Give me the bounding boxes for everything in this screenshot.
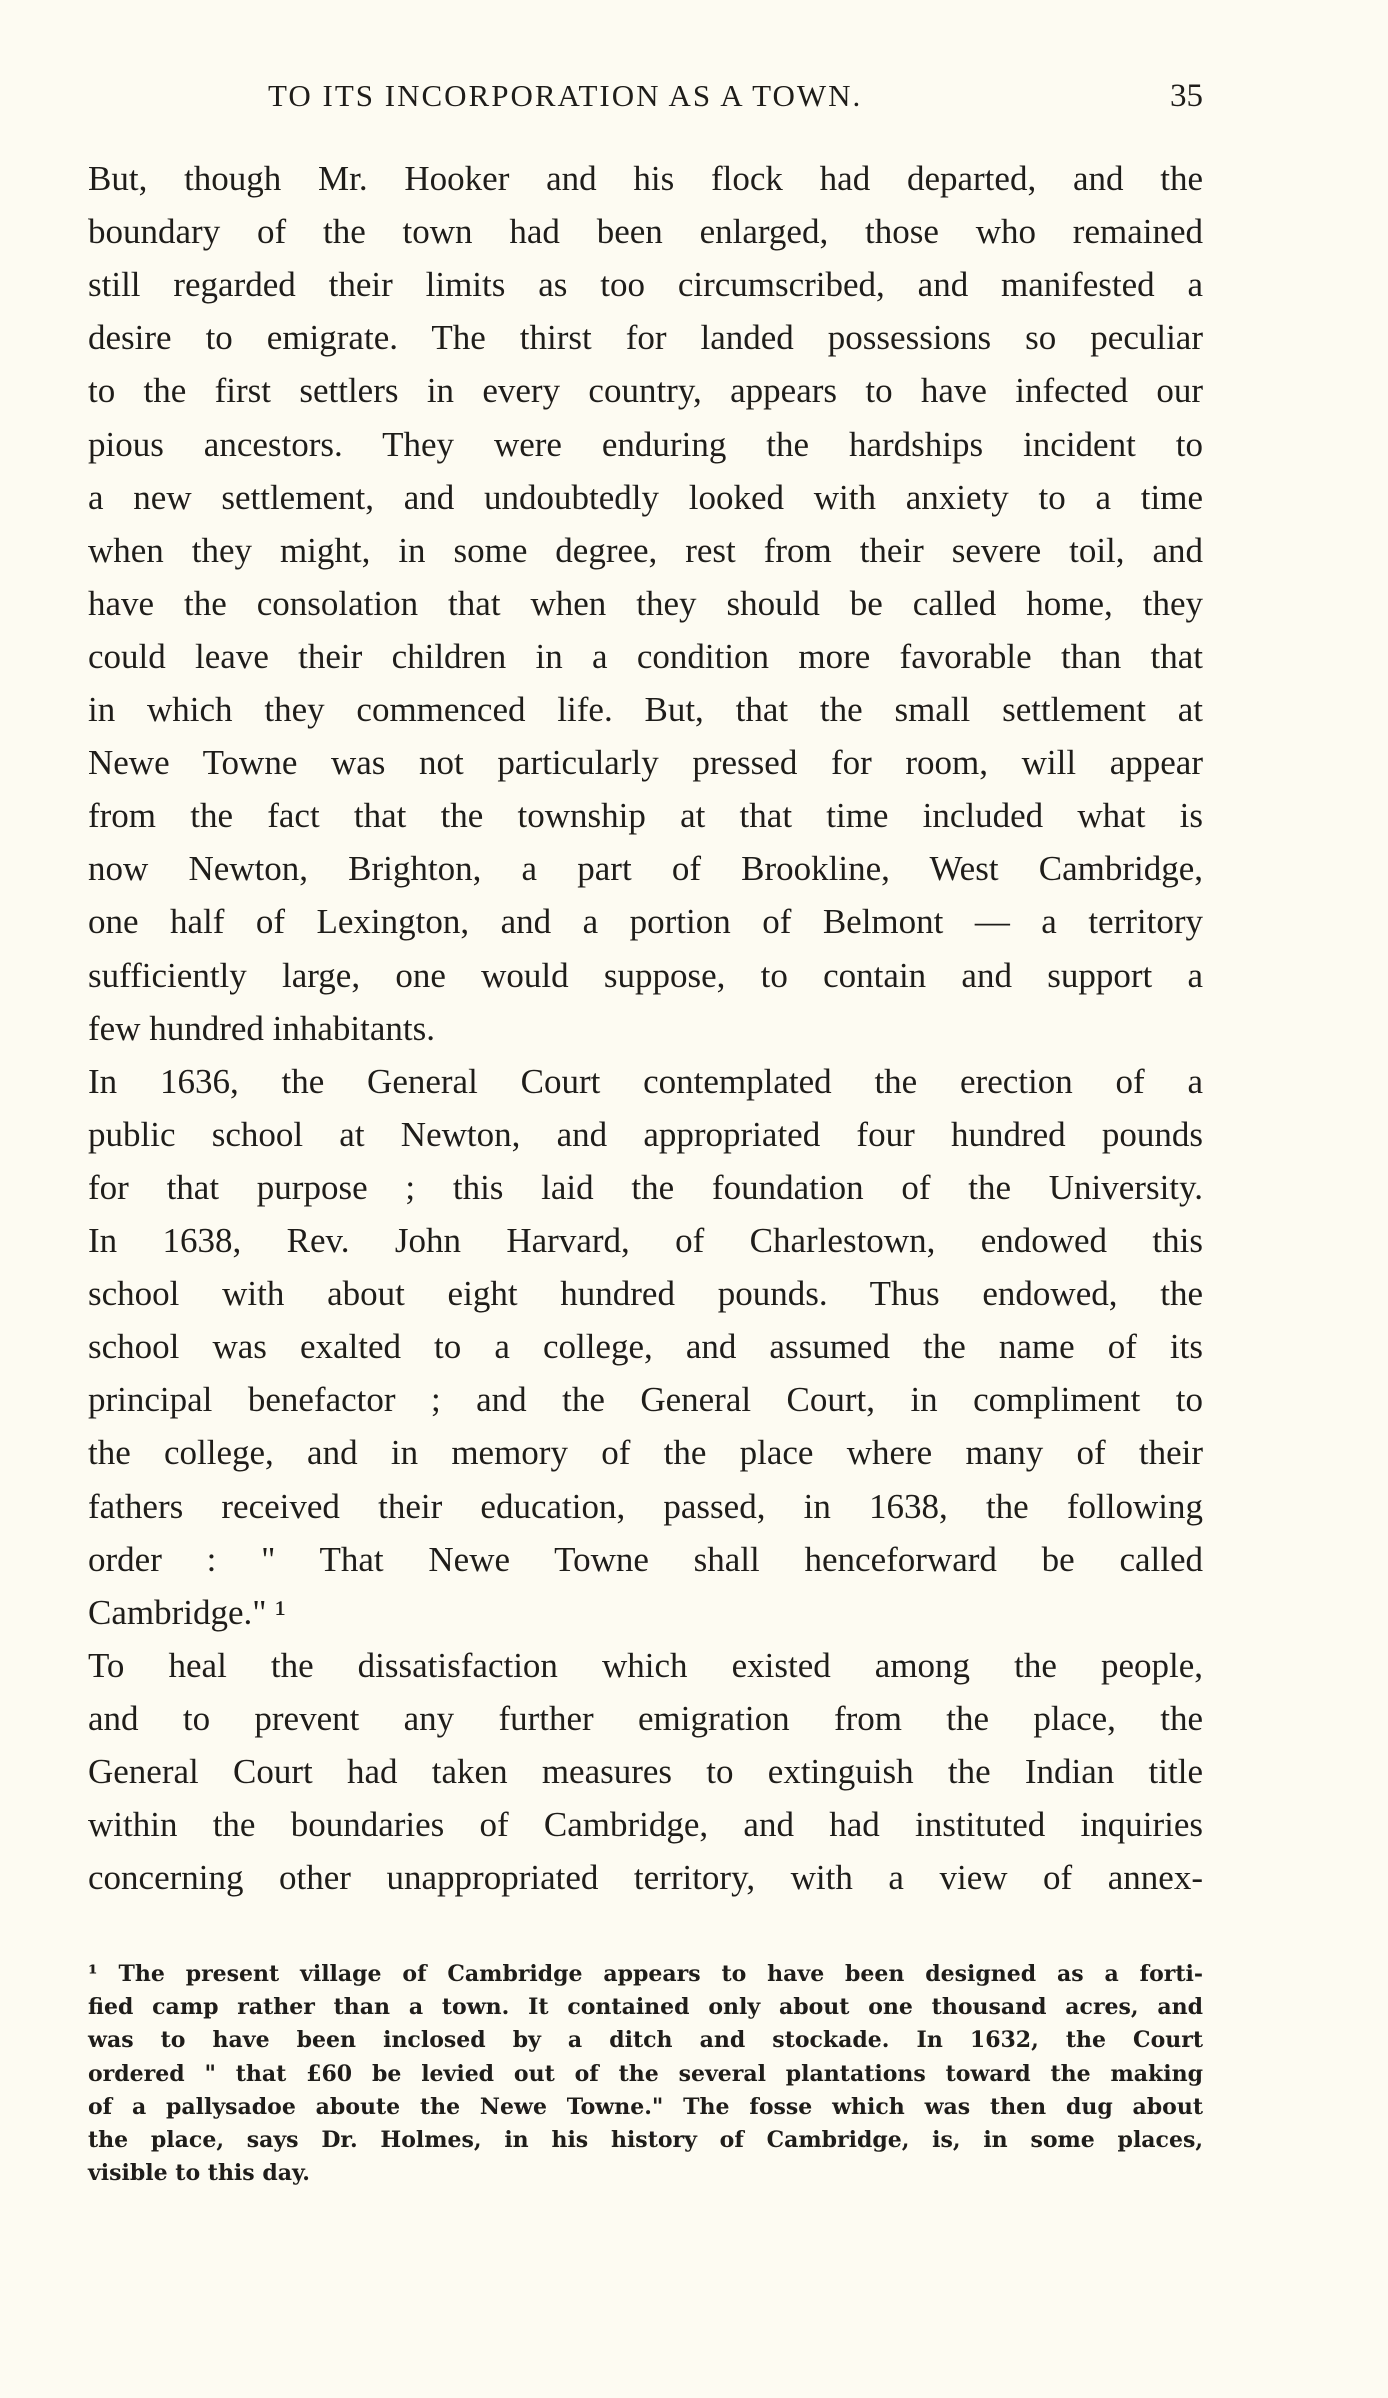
footnote-line: of a pallysadoe aboute the Newe Towne." The fosse which was then dug about — [88, 2093, 1203, 2120]
page-header — [88, 78, 1203, 128]
text-line: could leave their children in a condition more favorable than that — [88, 636, 1203, 676]
text-line: a new settlement, and undoubtedly looked with anxiety to a time — [88, 477, 1203, 517]
text-line: General Court had taken measures to extinguish the Indian title — [88, 1752, 1203, 1791]
text-line: and to prevent any further emigration from the place, the — [88, 1698, 1203, 1738]
footnote-line: was to have been inclosed by a ditch and stockade. In 1632, the Court — [88, 2027, 1203, 2054]
text-line: in which they commenced life. But, that the small settlement at — [88, 690, 1203, 729]
text-line: public school at Newton, and appropriated four hundred pounds — [88, 1114, 1203, 1154]
text-line: principal benefactor ; and the General Court, in compliment to — [88, 1380, 1203, 1420]
text-line: few hundred inhabitants. — [88, 1008, 435, 1048]
text-line: when they might, in some degree, rest from their severe toil, and — [88, 530, 1203, 570]
page-number: 35 — [1170, 78, 1203, 114]
text-line: the college, and in memory of the place where many of their — [88, 1433, 1203, 1473]
text-line: concerning other unappropriated territory, with a view of annex- — [88, 1858, 1203, 1898]
text-line: school was exalted to a college, and assumed the name of its — [88, 1327, 1203, 1367]
text-line: still regarded their limits as too circumscribed, and manifested a — [88, 265, 1203, 305]
text-line: But, though Mr. Hooker and his flock had departed, and the — [88, 159, 1203, 198]
text-line: In 1636, the General Court contemplated the erection of a — [88, 1061, 1203, 1101]
text-line: In 1638, Rev. John Harvard, of Charlestown, endowed this — [88, 1221, 1203, 1260]
footnote-line: fied camp rather than a town. It contained only about one thousand acres, and — [88, 1994, 1203, 2021]
text-line: order : " That Newe Towne shall henceforward be called — [88, 1539, 1203, 1579]
footnote-line: ordered " that £60 be levied out of the several plantations toward the making — [88, 2060, 1203, 2087]
footnote-line: the place, says Dr. Holmes, in his history of Cambridge, is, in some places, — [88, 2127, 1203, 2153]
text-line: to the first settlers in every country, appears to have infected our — [88, 371, 1203, 411]
running-head: TO ITS INCORPORATION AS A TOWN. — [268, 78, 863, 113]
text-line: within the boundaries of Cambridge, and had instituted inquiries — [88, 1805, 1203, 1845]
text-line: boundary of the town had been enlarged, those who remained — [88, 212, 1203, 252]
footnote-line: visible to this day. — [88, 2160, 310, 2187]
text-line: Cambridge." ¹ — [88, 1592, 286, 1632]
text-line: pious ancestors. They were enduring the hardships incident to — [88, 424, 1203, 464]
text-line: have the consolation that when they should be called home, they — [88, 583, 1203, 623]
text-line: one half of Lexington, and a portion of Belmont — a territory — [88, 902, 1203, 942]
text-line: Newe Towne was not particularly pressed for room, will appear — [88, 743, 1203, 783]
text-line: fathers received their education, passed, in 1638, the following — [88, 1486, 1203, 1526]
text-line: sufficiently large, one would suppose, to contain and support a — [88, 955, 1203, 995]
text-line: for that purpose ; this laid the foundation of the University. — [88, 1167, 1203, 1207]
text-line: To heal the dissatisfaction which existed among the people, — [88, 1645, 1203, 1685]
text-line: from the fact that the township at that time included what is — [88, 796, 1203, 836]
text-line: school with about eight hundred pounds. Thus endowed, the — [88, 1274, 1203, 1314]
text-line: desire to emigrate. The thirst for landed possessions so peculiar — [88, 318, 1203, 358]
footnote-line: ¹ The present village of Cambridge appears to have been designed as a forti- — [88, 1961, 1203, 1987]
text-line: now Newton, Brighton, a part of Brookline, West Cambridge, — [88, 849, 1203, 889]
